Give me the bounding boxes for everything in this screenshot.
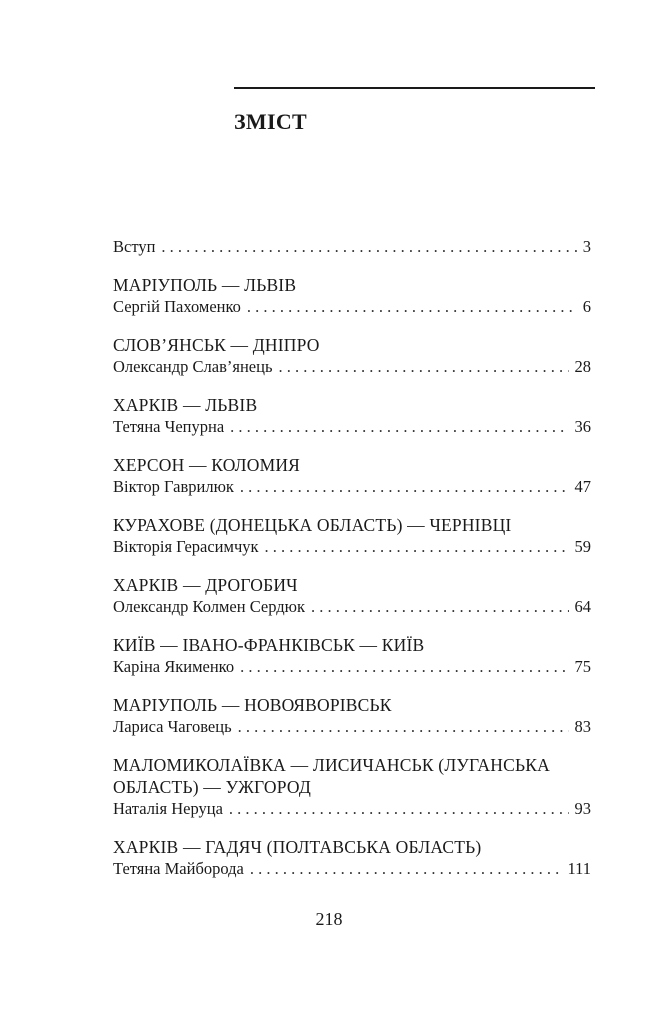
toc-entry-label: Вступ — [113, 237, 156, 256]
toc-entry[interactable] — [113, 634, 591, 678]
toc-entry[interactable] — [113, 754, 591, 820]
toc-page-number: 36 — [574, 417, 591, 436]
toc-entry-title: МАРІУПОЛЬ — НОВОЯВОРІВСЬК — [113, 695, 392, 715]
table-of-contents — [113, 236, 591, 880]
toc-entry[interactable] — [113, 574, 591, 618]
dot-leader — [230, 416, 568, 438]
header-rule — [234, 87, 595, 89]
dot-leader — [238, 716, 569, 738]
dot-leader — [240, 476, 569, 498]
toc-entry-author: Віктор Гаврилюк — [113, 477, 234, 496]
dot-leader — [278, 356, 568, 378]
toc-entry-author: Олександр Колмен Сердюк — [113, 597, 305, 616]
dot-leader — [240, 656, 568, 678]
dot-leader — [247, 296, 577, 318]
toc-page-number: 93 — [574, 799, 591, 818]
toc-entry-author: Каріна Якименко — [113, 657, 235, 676]
page-number: 218 — [315, 909, 343, 929]
dot-leader — [311, 596, 569, 618]
toc-entry[interactable] — [113, 694, 591, 738]
toc-entry-title-line2: ОБЛАСТЬ) — УЖГОРОД — [113, 777, 312, 797]
dot-leader — [161, 236, 576, 258]
toc-entry[interactable] — [113, 836, 591, 880]
toc-entry-title: КИЇВ — ІВАНО-ФРАНКІВСЬК — КИЇВ — [113, 635, 425, 655]
toc-entry-author: Вікторія Герасимчук — [113, 537, 259, 556]
toc-entry[interactable] — [113, 274, 591, 318]
contents-heading: ЗМІСТ — [234, 109, 307, 134]
toc-entry-author: Тетяна Майборода — [113, 859, 244, 878]
toc-page-number: 6 — [582, 297, 591, 316]
toc-entry[interactable] — [113, 394, 591, 438]
toc-entry-title: ХАРКІВ — ЛЬВІВ — [113, 395, 258, 415]
toc-page-number: 83 — [574, 717, 591, 736]
dot-leader — [250, 858, 562, 880]
dot-leader — [229, 798, 569, 820]
toc-page-number: 75 — [574, 657, 591, 676]
toc-entry[interactable] — [113, 514, 591, 558]
toc-entry-title: МАРІУПОЛЬ — ЛЬВІВ — [113, 275, 297, 295]
toc-entry-author: Тетяна Чепурна — [113, 417, 225, 436]
toc-page-number: 47 — [574, 477, 591, 496]
toc-entry[interactable] — [113, 334, 591, 378]
toc-page-number: 28 — [574, 357, 591, 376]
toc-page-number: 59 — [574, 537, 591, 556]
dot-leader — [265, 536, 569, 558]
toc-entry-intro[interactable] — [113, 236, 591, 258]
toc-entry-author: Сергій Пахоменко — [113, 297, 241, 316]
toc-entry-title: ХАРКІВ — ДРОГОБИЧ — [113, 575, 298, 595]
toc-page-number: 111 — [567, 859, 591, 878]
toc-entry[interactable] — [113, 454, 591, 498]
toc-entry-title: КУРАХОВЕ (ДОНЕЦЬКА ОБЛАСТЬ) — ЧЕРНІВЦІ — [113, 515, 512, 535]
toc-entry-author: Наталія Неруца — [113, 799, 223, 818]
toc-entry-title: ХЕРСОН — КОЛОМИЯ — [113, 455, 301, 475]
toc-page-number: 64 — [574, 597, 591, 616]
toc-page-number: 3 — [582, 237, 591, 256]
toc-entry-author: Лариса Чаговець — [113, 717, 232, 736]
toc-entry-author: Олександр Слав’янець — [113, 357, 273, 376]
toc-entry-title: ХАРКІВ — ГАДЯЧ (ПОЛТАВСЬКА ОБЛАСТЬ) — [113, 837, 482, 857]
toc-entry-title-line1: МАЛОМИКОЛАЇВКА — ЛИСИЧАНСЬК (ЛУГАНСЬКА — [113, 755, 550, 775]
toc-entry-title: СЛОВ’ЯНСЬК — ДНІПРО — [113, 335, 320, 355]
